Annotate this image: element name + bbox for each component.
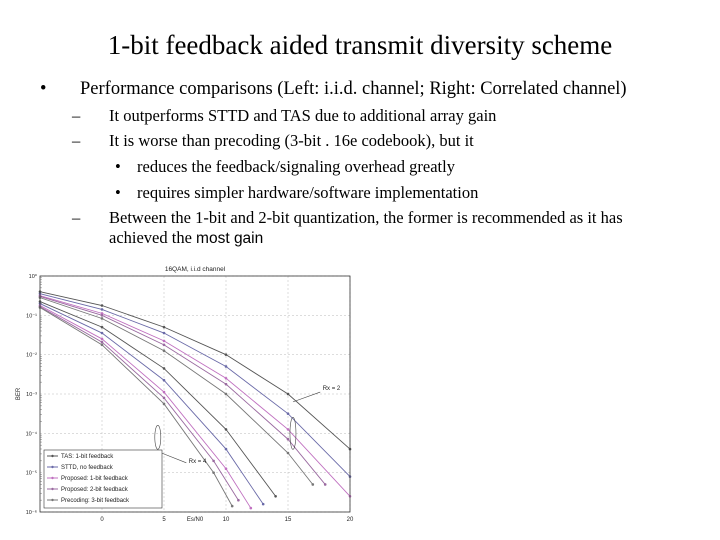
bullet-marker: • bbox=[115, 157, 121, 176]
series-point bbox=[231, 505, 234, 508]
y-axis-label: BER bbox=[16, 387, 22, 401]
series-point bbox=[101, 338, 104, 341]
sub-item-text: It is worse than precoding (3-bit . 16e codebook), but it bbox=[109, 131, 474, 150]
series-point bbox=[163, 397, 166, 400]
x-tick-label: 10 bbox=[222, 517, 230, 522]
main-bullet-text: Performance comparisons (Left: i.i.d. channel; Right: Correlated channel) bbox=[80, 79, 627, 99]
series-point bbox=[163, 403, 166, 406]
legend-entry: TAS: 1-bit feedback bbox=[61, 454, 114, 460]
chart-legend bbox=[44, 450, 162, 508]
series-point bbox=[101, 341, 104, 344]
series-point bbox=[287, 428, 290, 431]
series-point bbox=[237, 499, 240, 502]
y-tick-label: 10⁰ bbox=[28, 274, 37, 280]
y-tick-label: 10⁻¹ bbox=[26, 313, 37, 320]
legend-entry: Precoding: 3-bit feedback bbox=[61, 498, 130, 504]
series-point bbox=[163, 367, 166, 370]
annotation-label: Rx = 4 bbox=[188, 458, 207, 465]
ber-chart bbox=[12, 262, 357, 522]
y-tick-label: 10⁻⁵ bbox=[25, 470, 37, 477]
legend-entry: Proposed: 1-bit feedback bbox=[61, 476, 128, 482]
dash-marker: – bbox=[72, 131, 81, 150]
slide-title: 1-bit feedback aided transmit diversity scheme bbox=[107, 30, 613, 60]
series-point bbox=[163, 349, 166, 352]
series-point bbox=[225, 467, 228, 470]
series-point bbox=[225, 353, 228, 356]
sub-sub-item-text: requires simpler hardware/software implementation bbox=[137, 183, 479, 202]
series-point bbox=[287, 452, 290, 455]
x-tick-label: 20 bbox=[346, 517, 354, 522]
dash-marker: – bbox=[72, 106, 81, 125]
series-point bbox=[163, 379, 166, 382]
chart-title: 16QAM, i.i.d channel bbox=[164, 266, 226, 273]
series-point bbox=[163, 340, 166, 343]
y-tick-label: 10⁻² bbox=[26, 352, 37, 359]
sub-item-text: It outperforms STTD and TAS due to additional array gain bbox=[109, 106, 497, 125]
series-point bbox=[163, 391, 166, 394]
series-point bbox=[163, 332, 166, 335]
y-tick-label: 10⁻³ bbox=[26, 392, 37, 398]
y-tick-label: 10⁻⁴ bbox=[25, 431, 37, 438]
series-point bbox=[262, 503, 265, 506]
series-point bbox=[287, 438, 290, 441]
series-point bbox=[225, 428, 228, 431]
quantization-line-1: Between the 1-bit and 2-bit quantization, the former is recommended as it has bbox=[109, 208, 623, 227]
series-point bbox=[324, 483, 327, 486]
series-point bbox=[101, 314, 104, 317]
legend-marker bbox=[51, 466, 53, 468]
legend-marker bbox=[51, 455, 53, 457]
series-point bbox=[101, 317, 104, 320]
series-point bbox=[101, 308, 104, 311]
quantization-line-2a: achieved the bbox=[109, 228, 197, 247]
sub-item-text bbox=[109, 208, 709, 249]
series-point bbox=[163, 344, 166, 347]
series-point bbox=[225, 383, 228, 386]
legend-entry: STTD, no feedback bbox=[61, 465, 113, 471]
series-point bbox=[225, 365, 228, 368]
series-point bbox=[274, 495, 277, 498]
legend-marker bbox=[51, 488, 53, 490]
bullet-marker: • bbox=[40, 79, 47, 99]
y-tick-label: 10⁻⁶ bbox=[25, 510, 37, 516]
series-point bbox=[101, 326, 104, 329]
series-point bbox=[101, 344, 104, 347]
series-point bbox=[163, 326, 166, 329]
series-point bbox=[101, 332, 104, 335]
series-point bbox=[287, 393, 290, 396]
x-axis-label: Es/N0 bbox=[186, 517, 204, 522]
series-point bbox=[101, 304, 104, 307]
series-point bbox=[225, 393, 228, 396]
quantization-line-2b: most gain bbox=[196, 230, 264, 247]
series-point bbox=[225, 377, 228, 380]
dash-marker: – bbox=[72, 208, 81, 227]
sub-sub-item-text: reduces the feedback/signaling overhead greatly bbox=[137, 157, 455, 176]
legend-entry: Proposed: 2-bit feedback bbox=[61, 487, 128, 493]
series-point bbox=[225, 448, 228, 451]
series-point bbox=[312, 483, 315, 486]
legend-marker bbox=[51, 477, 53, 479]
series-point bbox=[212, 460, 215, 463]
series-point bbox=[287, 412, 290, 415]
x-tick-label: 15 bbox=[284, 517, 292, 522]
x-tick-label: 0 bbox=[100, 517, 104, 522]
legend-marker bbox=[51, 499, 53, 501]
series-point bbox=[212, 471, 215, 474]
bullet-marker: • bbox=[115, 183, 121, 202]
annotation-label: Rx = 2 bbox=[322, 386, 341, 393]
series-point bbox=[250, 507, 253, 510]
x-tick-label: 5 bbox=[162, 517, 166, 522]
